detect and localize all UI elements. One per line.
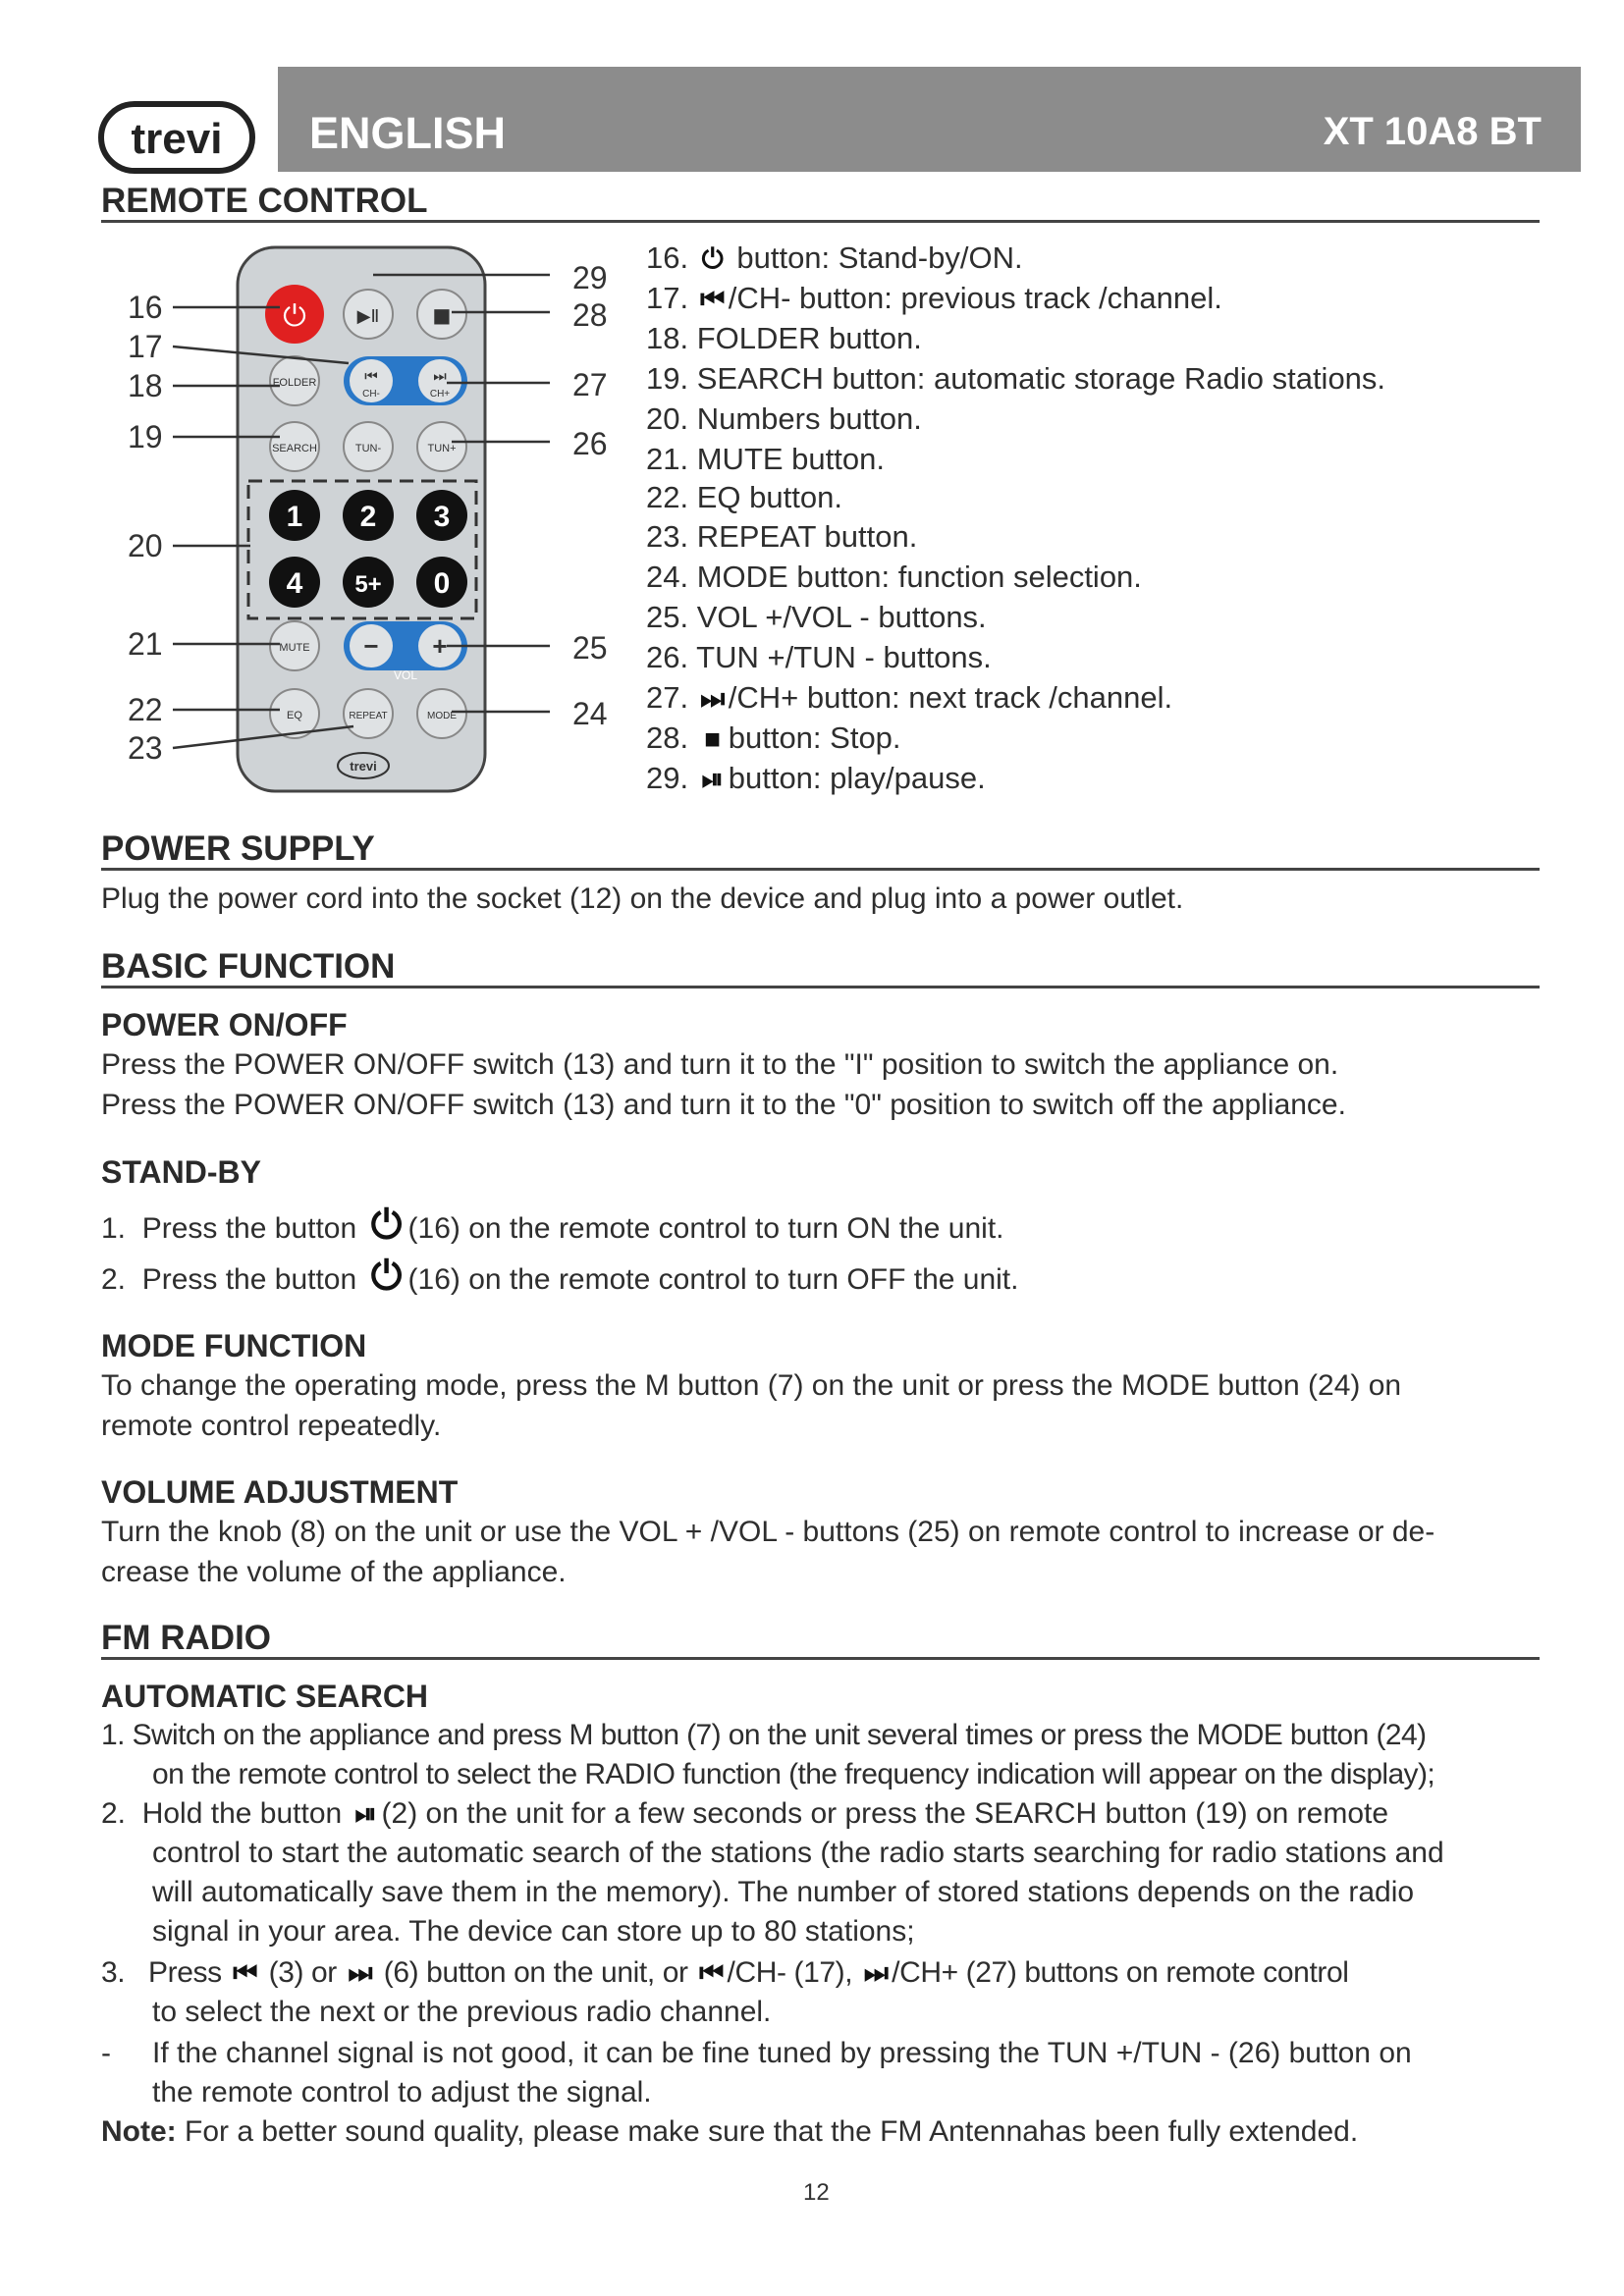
- svg-text:−: −: [363, 631, 379, 661]
- callout-16: 16: [128, 290, 163, 325]
- next-track-icon: ⏭: [700, 683, 726, 714]
- play-pause-icon: ⏯: [701, 764, 724, 794]
- legend-item-28: 28. ■ button: Stop.: [646, 718, 1385, 758]
- power-icon: ⏻: [701, 243, 724, 274]
- power-icon: ⏻: [370, 1255, 403, 1298]
- legend-item-26: 26. TUN +/TUN - buttons.: [646, 640, 992, 674]
- callout-26: 26: [572, 426, 608, 461]
- stop-icon: ■: [432, 303, 452, 327]
- legend-item-21: 21. MUTE button.: [646, 442, 885, 476]
- svg-text:REPEAT: REPEAT: [349, 711, 388, 721]
- power-icon: ⏻: [283, 299, 306, 334]
- legend-item-25: 25. VOL +/VOL - buttons.: [646, 600, 987, 634]
- mode-function-line1: To change the operating mode, press the M button (7) on the unit or press the MODE button (24) on: [101, 1369, 1402, 1402]
- fm-step-2-line2: control to start the automatic search of the stations (the radio starts searching for radio stations and: [152, 1837, 1444, 1869]
- play-pause-icon: ▶Ⅱ: [356, 306, 380, 327]
- legend-item-23: 23. REPEAT button.: [646, 519, 918, 554]
- volume-line2: crease the volume of the appliance.: [101, 1556, 567, 1588]
- fm-step-1: 1. Switch on the appliance and press M button (7) on the unit several times or press the MODE button (24): [101, 1719, 1427, 1751]
- play-pause-icon: ⏯: [354, 1798, 377, 1829]
- legend-item-16: 16. ⏻ button: Stand-by/ON.: [646, 238, 1385, 278]
- svg-text:MUTE: MUTE: [279, 642, 310, 654]
- svg-text:SEARCH: SEARCH: [272, 443, 317, 454]
- fm-dash-line2: the remote control to adjust the signal.: [152, 2076, 652, 2109]
- logo-text: trevi: [131, 115, 223, 163]
- prev-track-icon: ⏮: [699, 1957, 724, 1988]
- legend-item-22: 22. EQ button.: [646, 480, 842, 514]
- standby-item-1: 1. Press the button ⏻ (16) on the remote control to turn ON the unit.: [101, 1203, 1004, 1247]
- digit-0: 0: [433, 567, 451, 600]
- svg-text:TUN+: TUN+: [427, 443, 457, 454]
- digit-4: 4: [286, 567, 303, 600]
- next-track-icon: ⏭: [348, 1957, 373, 1988]
- callout-20: 20: [128, 528, 163, 563]
- fm-step-2-line3: will automatically save them in the memory). The number of stored stations depends on the radio: [152, 1876, 1415, 1908]
- svg-text:EQ: EQ: [287, 710, 302, 721]
- callout-25: 25: [572, 630, 608, 666]
- svg-text:trevi: trevi: [350, 759, 377, 774]
- digit-5plus: 5+: [354, 571, 382, 598]
- volume-line1: Turn the knob (8) on the unit or use the VOL + /VOL - buttons (25) on remote control to increase or de-: [101, 1516, 1435, 1548]
- digit-3: 3: [433, 501, 451, 533]
- fm-step-2-line4: signal in your area. The device can store up to 80 stations;: [152, 1915, 915, 1948]
- section-title-power-supply: POWER SUPPLY: [101, 830, 1540, 871]
- callout-22: 22: [128, 692, 163, 727]
- subtitle-volume-adjustment: VOLUME ADJUSTMENT: [101, 1474, 459, 1510]
- callout-27: 27: [572, 367, 608, 402]
- digit-1: 1: [286, 501, 303, 533]
- section-title-fm-radio: FM RADIO: [101, 1620, 1540, 1660]
- fm-step-1-line2: on the remote control to select the RADIO function (the frequency indication will appear on the display);: [152, 1758, 1435, 1790]
- legend-item-20: 20. Numbers button.: [646, 401, 922, 436]
- power-supply-text: Plug the power cord into the socket (12) on the device and plug into a power outlet.: [101, 882, 1184, 915]
- svg-text:TUN-: TUN-: [354, 443, 382, 454]
- callout-21: 21: [128, 626, 163, 662]
- subtitle-power-onoff: POWER ON/OFF: [101, 1007, 348, 1042]
- power-onoff-line2: Press the POWER ON/OFF switch (13) and turn it to the "0" position to switch off the appliance.: [101, 1089, 1346, 1121]
- power-icon: ⏻: [370, 1203, 403, 1247]
- trevi-logo: [98, 98, 255, 177]
- stop-icon: ■: [704, 723, 722, 754]
- next-track-icon: ⏭: [863, 1957, 889, 1988]
- svg-text:MODE: MODE: [427, 711, 457, 721]
- callout-17: 17: [128, 329, 163, 364]
- folder-label: FOLDER: [272, 377, 317, 389]
- legend-item-17: 17. ⏮ /CH- button: previous track /channel.: [646, 278, 1385, 318]
- next-icon: ⏭: [433, 367, 447, 385]
- prev-track-icon: ⏮: [233, 1957, 258, 1988]
- callout-23: 23: [128, 730, 163, 766]
- legend-item-19: 19. SEARCH button: automatic storage Radio stations.: [646, 361, 1386, 396]
- header-model: XT 10A8 BT: [1323, 110, 1542, 153]
- legend-item-24: 24. MODE button: function selection.: [646, 560, 1142, 594]
- mode-function-line2: remote control repeatedly.: [101, 1410, 442, 1442]
- fm-dash-item: -: [101, 2037, 111, 2069]
- section-title-remote-control: REMOTE CONTROL: [101, 183, 1540, 223]
- prev-icon: ⏮: [364, 367, 378, 385]
- fm-dash-line1: If the channel signal is not good, it can be fine tuned by pressing the TUN +/TUN - (26) button on: [152, 2037, 1412, 2069]
- power-onoff-line1: Press the POWER ON/OFF switch (13) and turn it to the "I" position to switch the appliance on.: [101, 1048, 1339, 1081]
- svg-text:CH-: CH-: [362, 389, 380, 400]
- digit-2: 2: [359, 501, 377, 533]
- remote-control-illustration: [108, 236, 638, 805]
- callout-24: 24: [572, 696, 608, 731]
- callout-28: 28: [572, 297, 608, 333]
- svg-text:CH+: CH+: [429, 389, 451, 400]
- fm-step-3: 3. Press ⏮ (3) or ⏭ (6) button on the unit, or ⏮ /CH- (17), ⏭ /CH+ (27) buttons on remote control: [101, 1953, 1349, 1993]
- callout-29: 29: [572, 260, 608, 295]
- legend-item-27: 27. ⏭ /CH+ button: next track /channel.: [646, 677, 1385, 718]
- subtitle-mode-function: MODE FUNCTION: [101, 1328, 367, 1363]
- legend-item-18: 18. FOLDER button.: [646, 321, 922, 355]
- legend-item-29: 29. ⏯ button: play/pause.: [646, 758, 1385, 798]
- standby-item-2: 2. Press the button ⏻ (16) on the remote control to turn OFF the unit.: [101, 1255, 1019, 1298]
- subtitle-automatic-search: AUTOMATIC SEARCH: [101, 1679, 429, 1714]
- callout-19: 19: [128, 419, 163, 454]
- section-title-basic-function: BASIC FUNCTION: [101, 948, 1540, 988]
- svg-text:VOL: VOL: [393, 668, 418, 682]
- fm-note: Note: For a better sound quality, please make sure that the FM Antennahas been fully extended.: [101, 2115, 1359, 2148]
- prev-track-icon: ⏮: [700, 284, 726, 314]
- svg-text:+: +: [432, 631, 448, 661]
- remote-legend-list: [646, 238, 1385, 798]
- header-language: ENGLISH: [309, 108, 507, 158]
- fm-step-2: 2. Hold the button ⏯ (2) on the unit for a few seconds or press the SEARCH button (19) on remote: [101, 1794, 1388, 1834]
- fm-step-3-line2: to select the next or the previous radio channel.: [152, 1996, 772, 2028]
- page-number: 12: [803, 2179, 830, 2206]
- callout-18: 18: [128, 368, 163, 403]
- subtitle-standby: STAND-BY: [101, 1154, 261, 1190]
